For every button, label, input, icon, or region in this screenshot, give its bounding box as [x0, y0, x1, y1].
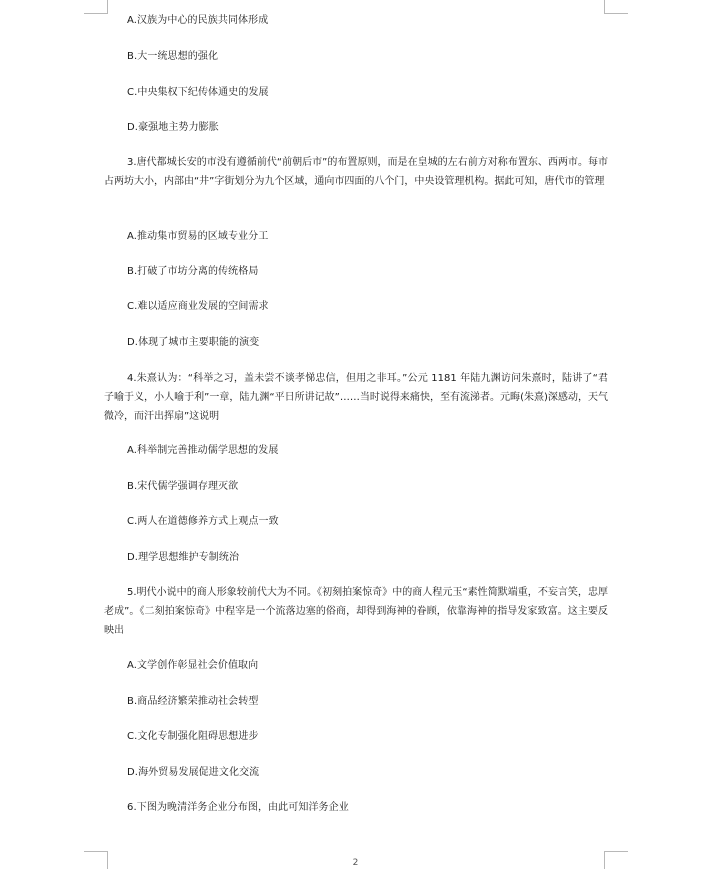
- crop-mark-top-left: [84, 0, 108, 14]
- q6-stem: [104, 801, 608, 814]
- q5-option-a: A.文学创作彰显社会价值取向: [127, 660, 259, 671]
- q2-option-b: B.大一统思想的强化: [127, 51, 219, 62]
- q4-stem: 4.朱熹认为：“科举之习，盖未尝不谈孝悌忠信，但用之非耳。”公元 1181 年陆九渊访问朱熹时，陆讲了“君子喻于义，小人喻于利”一章，陆九渊“平日所讲记故”……当时说得来痛快，至有流涕者。元晦(朱熹)深感动，天气微冷，而汗出挥扇”这说明: [104, 373, 608, 422]
- q4-option-b: B.宋代儒学强调存理灭欲: [127, 481, 239, 492]
- q3-option-a: A.推动集市贸易的区域专业分工: [127, 231, 269, 242]
- q5-option-d: D.海外贸易发展促进文化交流: [127, 767, 260, 778]
- q3-option-c: C.难以适应商业发展的空间需求: [127, 301, 269, 312]
- q4-option-c: C.两人在道德修养方式上观点一致: [127, 516, 279, 527]
- q2-option-d: D.豪强地主势力膨胀: [127, 122, 219, 133]
- q6-stem-text: 6.下图为晚清洋务企业分布图，由此可知洋务企业: [127, 802, 349, 813]
- q5-stem: 5.明代小说中的商人形象较前代大为不同。《初刻拍案惊奇》中的商人程元玉“素性简默端重，不妄言笑，忠厚老成”。《二刻拍案惊奇》中程宰是一个流落边塞的俗商，却得到海神的眷顾，依靠海神的指导发家致富。这主要反映出: [104, 587, 608, 636]
- page-number: 2: [352, 858, 359, 868]
- q3-stem: 3.唐代都城长安的市没有遵循前代“前朝后市”的布置原则，而是在皇城的左右前方对称布置东、西两市。每市占两坊大小，内部由“井”字街划分为九个区域，通向市四面的八个门，中央设管理机构。据此可知，唐代市的管理: [104, 157, 608, 187]
- q5-option-b: B.商品经济繁荣推动社会转型: [127, 696, 259, 707]
- q2-option-c: C.中央集权下纪传体通史的发展: [127, 87, 269, 98]
- q3-option-b: B.打破了市坊分离的传统格局: [127, 266, 259, 277]
- q5-option-c: C.文化专制强化阻碍思想进步: [127, 731, 259, 742]
- q4-option-d: D.理学思想维护专制统治: [127, 552, 240, 563]
- q3-option-d: D.体现了城市主要职能的演变: [127, 337, 260, 348]
- q4-option-a: A.科举制完善推动儒学思想的发展: [127, 445, 279, 456]
- crop-mark-top-right: [604, 0, 628, 14]
- q2-option-a: A.汉族为中心的民族共同体形成: [127, 15, 269, 26]
